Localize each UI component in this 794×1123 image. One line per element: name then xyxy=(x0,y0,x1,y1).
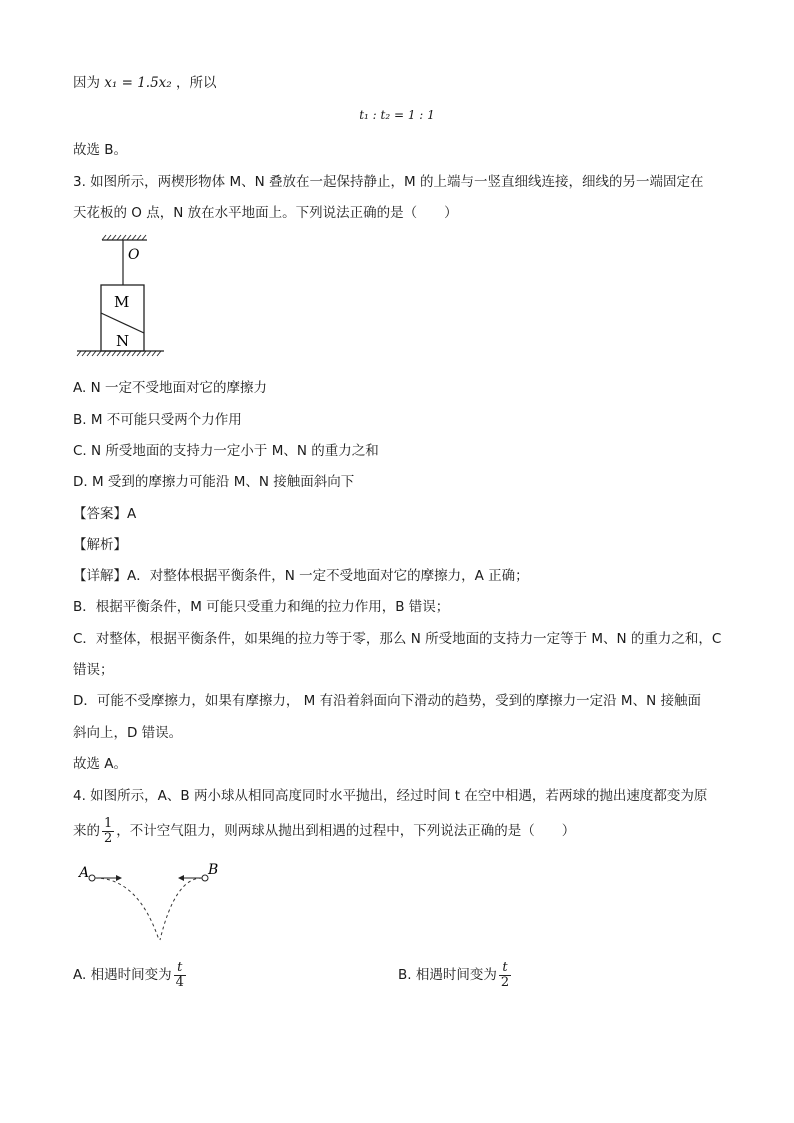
fraction-t-over-4: $\frac{t}{4}$ xyxy=(175,959,184,990)
figure-projectiles xyxy=(76,858,226,948)
q4-text-pre: 来的 xyxy=(73,823,100,839)
ball-b xyxy=(202,875,208,881)
block-n-label: N xyxy=(116,332,130,350)
q4-stem-line1: 4. 如图所示，A、B 两小球从相同高度同时水平抛出，经过时间 t 在空中相遇，若两球的抛出速度都变为原 xyxy=(73,788,708,804)
detail-c-line1: C．对整体，根据平衡条件，如果绳的拉力等于零，那么 N 所受地面的支持力一定等于 M、N 的重力之和，C xyxy=(73,631,722,647)
text-line-because xyxy=(73,73,217,93)
ground-hatch xyxy=(77,351,161,356)
text-so: ，所以 xyxy=(176,75,217,91)
ball-a-label: A xyxy=(79,865,90,881)
detail-a-line xyxy=(73,566,529,586)
q3-option-a: A. N 一定不受地面对它的摩擦力 xyxy=(73,380,267,396)
q4-option-b xyxy=(398,958,513,992)
fraction-t-over-2: $\frac{t}{2}$ xyxy=(500,959,510,990)
analysis-tag: 【解析】 xyxy=(73,537,127,553)
equation-t-ratio: t₁ : t₂ = 1 : 1 xyxy=(359,108,435,122)
ball-b-label: B xyxy=(208,862,219,878)
point-o-label: O xyxy=(128,247,140,263)
answer-value: A xyxy=(127,506,137,522)
q4-option-a xyxy=(73,958,188,992)
detail-d-line2: 斜向上，D 错误。 xyxy=(73,725,183,741)
detail-a: A．对整体根据平衡条件，N 一定不受地面对它的摩擦力，A 正确； xyxy=(127,568,529,584)
detail-c-line2: 错误； xyxy=(73,662,114,678)
q3-stem-line1: 3. 如图所示，两楔形物体 M、N 叠放在一起保持静止，M 的上端与一竖直细线连接，细线的另一端固定在 xyxy=(73,174,704,190)
q3-option-d: D. M 受到的摩擦力可能沿 M、N 接触面斜向下 xyxy=(73,474,355,490)
text-because: 因为 xyxy=(73,75,100,91)
answer-line xyxy=(73,504,136,524)
detail-b: B．根据平衡条件，M 可能只受重力和绳的拉力作用，B 错误； xyxy=(73,599,450,615)
wedge-contact-line xyxy=(101,313,144,333)
q4-option-a-text: A. 相遇时间变为 xyxy=(73,967,172,983)
answer-tag: 【答案】 xyxy=(73,506,127,522)
q3-option-b: B. M 不可能只受两个力作用 xyxy=(73,412,242,428)
q3-option-c: C. N 所受地面的支持力一定小于 M、N 的重力之和 xyxy=(73,443,379,459)
detail-tag: 【详解】 xyxy=(73,568,127,584)
trajectory-a xyxy=(95,878,159,940)
ball-a xyxy=(89,875,95,881)
text-choose-a: 故选 A。 xyxy=(73,756,128,772)
q4-option-b-text: B. 相遇时间变为 xyxy=(398,967,497,983)
block-m-label: M xyxy=(114,293,130,311)
arrow-head-b-icon xyxy=(178,875,184,881)
arrow-head-a-icon xyxy=(116,875,122,881)
q3-stem-line2: 天花板的 O 点，N 放在水平地面上。下列说法正确的是（ ） xyxy=(73,205,458,221)
fraction-one-half: $\frac{1}{2}$ xyxy=(104,815,113,846)
q4-stem-line2 xyxy=(73,814,575,848)
q4-text-post: ，不计空气阻力，则两球从抛出到相遇的过程中，下列说法正确的是（ ） xyxy=(116,823,576,839)
ceiling-hatch xyxy=(102,235,146,240)
detail-d-line1: D．可能不受摩擦力，如果有摩擦力， M 有沿着斜面向下滑动的趋势，受到的摩擦力一定沿 M、N 接触面 xyxy=(73,693,701,709)
trajectory-b xyxy=(160,878,202,940)
figure-wedge-blocks xyxy=(72,232,172,368)
text-choose-b: 故选 B。 xyxy=(73,142,128,158)
equation-x1-x2: x₁ = 1.5x₂ xyxy=(104,75,172,91)
